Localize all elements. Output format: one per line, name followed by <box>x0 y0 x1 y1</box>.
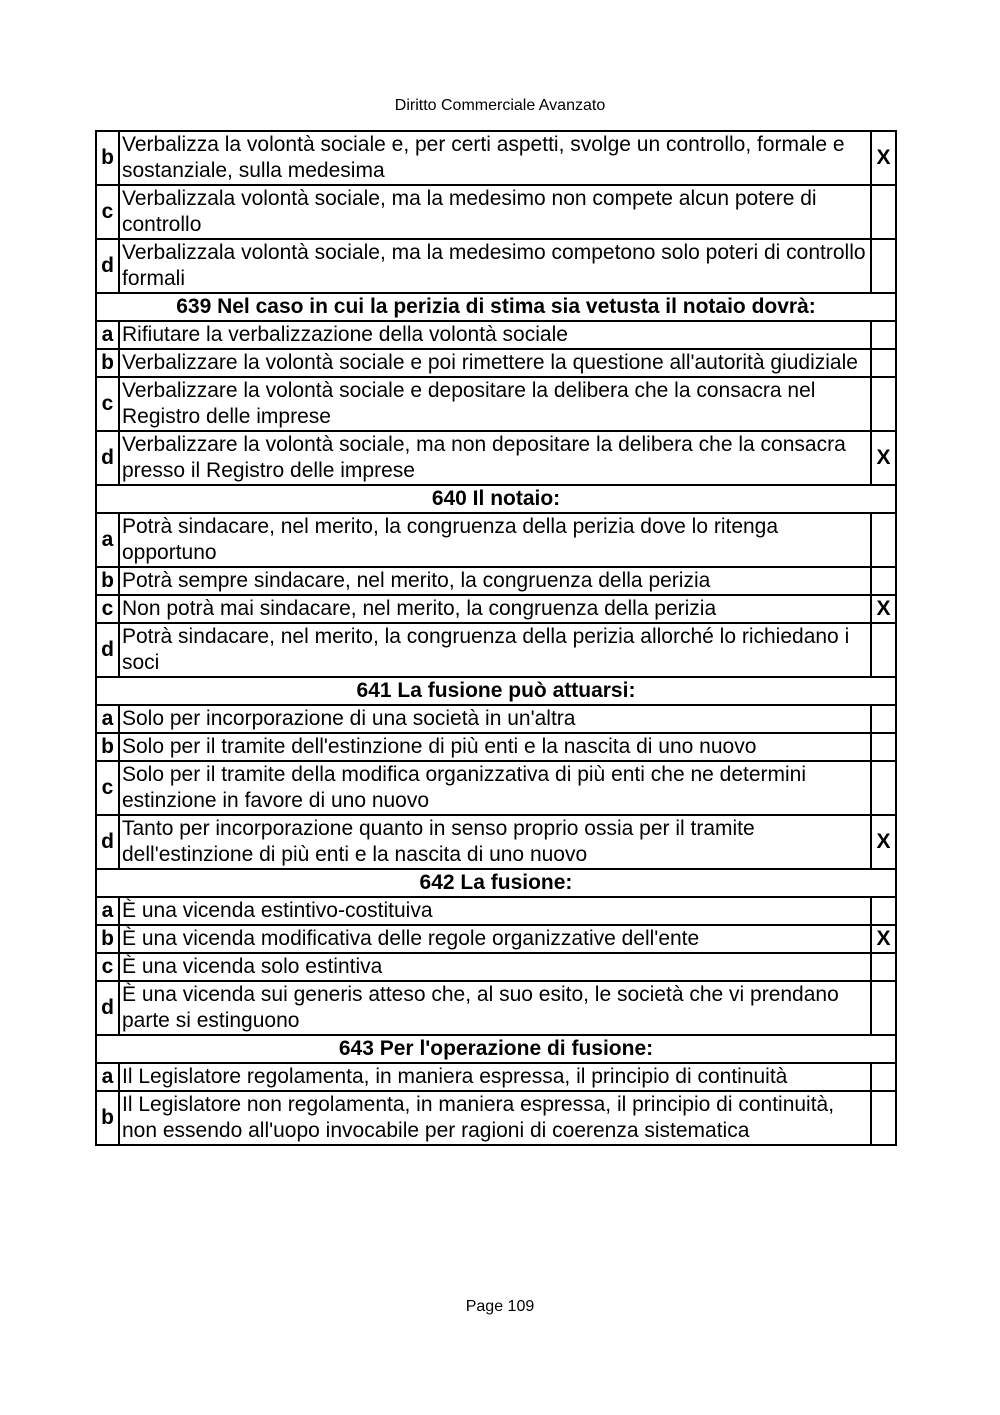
answer-letter: c <box>96 761 119 815</box>
correct-mark <box>871 981 896 1035</box>
quiz-table <box>95 130 897 1146</box>
answer-letter: b <box>96 131 119 185</box>
answer-letter: a <box>96 705 119 733</box>
correct-mark <box>871 1063 896 1091</box>
answer-text: Il Legislatore non regolamenta, in maniera espressa, il principio di continuità, non essendo all'uopo invocabile per ragioni di coerenza sistematica <box>119 1091 871 1145</box>
answer-text: Solo per incorporazione di una società in un'altra <box>119 705 871 733</box>
answer-letter: b <box>96 567 119 595</box>
answer-text: Potrà sindacare, nel merito, la congruenza della perizia dove lo ritenga opportuno <box>119 513 871 567</box>
answer-row <box>96 377 896 431</box>
correct-mark <box>871 567 896 595</box>
answer-row <box>96 567 896 595</box>
answer-letter: d <box>96 431 119 485</box>
answer-row <box>96 705 896 733</box>
answer-text: Tanto per incorporazione quanto in senso proprio ossia per il tramite dell'estinzione di più enti e la nascita di uno nuovo <box>119 815 871 869</box>
correct-mark <box>871 953 896 981</box>
correct-mark: X <box>871 131 896 185</box>
answer-row <box>96 1091 896 1145</box>
page-header: Diritto Commerciale Avanzato <box>394 97 606 114</box>
answer-letter: d <box>96 623 119 677</box>
answer-text: Potrà sindacare, nel merito, la congruenza della perizia allorché lo richiedano i soci <box>119 623 871 677</box>
correct-mark: X <box>871 595 896 623</box>
answer-letter: d <box>96 815 119 869</box>
answer-text: Verbalizza la volontà sociale e, per certi aspetti, svolge un controllo, formale e sostanziale, sulla medesima <box>119 131 871 185</box>
answer-letter: b <box>96 1091 119 1145</box>
answer-letter: a <box>96 513 119 567</box>
answer-row <box>96 321 896 349</box>
question-row <box>96 1035 896 1063</box>
answer-text: Rifiutare la verbalizzazione della volontà sociale <box>119 321 871 349</box>
answer-text: È una vicenda solo estintiva <box>119 953 871 981</box>
question-text: 642 La fusione: <box>96 869 896 897</box>
correct-mark <box>871 349 896 377</box>
question-row <box>96 677 896 705</box>
correct-mark <box>871 705 896 733</box>
correct-mark <box>871 761 896 815</box>
answer-row <box>96 131 896 185</box>
answer-row <box>96 595 896 623</box>
answer-row <box>96 953 896 981</box>
question-text: 641 La fusione può attuarsi: <box>96 677 896 705</box>
question-text: 639 Nel caso in cui la perizia di stima sia vetusta il notaio dovrà: <box>96 293 896 321</box>
correct-mark <box>871 733 896 761</box>
answer-letter: b <box>96 349 119 377</box>
answer-row <box>96 925 896 953</box>
question-row <box>96 485 896 513</box>
answer-text: Verbalizzare la volontà sociale e poi rimettere la questione all'autorità giudiziale <box>119 349 871 377</box>
answer-text: Verbalizzala volontà sociale, ma la medesimo non compete alcun potere di controllo <box>119 185 871 239</box>
answer-row <box>96 185 896 239</box>
answer-text: Solo per il tramite dell'estinzione di più enti e la nascita di uno nuovo <box>119 733 871 761</box>
answer-row <box>96 239 896 293</box>
answer-letter: c <box>96 595 119 623</box>
answer-text: È una vicenda modificativa delle regole organizzative dell'ente <box>119 925 871 953</box>
answer-text: Solo per il tramite della modifica organizzativa di più enti che ne determini estinzione in favore di uno nuovo <box>119 761 871 815</box>
correct-mark: X <box>871 431 896 485</box>
answer-text: È una vicenda estintivo-costituiva <box>119 897 871 925</box>
correct-mark <box>871 513 896 567</box>
answer-letter: d <box>96 239 119 293</box>
answer-letter: b <box>96 925 119 953</box>
correct-mark <box>871 1091 896 1145</box>
question-row <box>96 293 896 321</box>
answer-row <box>96 733 896 761</box>
correct-mark: X <box>871 925 896 953</box>
correct-mark <box>871 377 896 431</box>
answer-row <box>96 981 896 1035</box>
answer-row <box>96 761 896 815</box>
answer-letter: a <box>96 897 119 925</box>
answer-text: Non potrà mai sindacare, nel merito, la congruenza della perizia <box>119 595 871 623</box>
answer-row <box>96 431 896 485</box>
answer-letter: b <box>96 733 119 761</box>
answer-row <box>96 623 896 677</box>
answer-letter: c <box>96 185 119 239</box>
answer-text: Potrà sempre sindacare, nel merito, la congruenza della perizia <box>119 567 871 595</box>
answer-row <box>96 1063 896 1091</box>
answer-row <box>96 897 896 925</box>
correct-mark <box>871 185 896 239</box>
answer-text: Verbalizzare la volontà sociale, ma non depositare la delibera che la consacra presso il Registro delle imprese <box>119 431 871 485</box>
answer-row <box>96 349 896 377</box>
answer-row <box>96 815 896 869</box>
answer-text: Il Legislatore regolamenta, in maniera espressa, il principio di continuità <box>119 1063 871 1091</box>
answer-letter: a <box>96 321 119 349</box>
answer-text: Verbalizzala volontà sociale, ma la medesimo competono solo poteri di controllo formali <box>119 239 871 293</box>
answer-row <box>96 513 896 567</box>
question-text: 643 Per l'operazione di fusione: <box>96 1035 896 1063</box>
correct-mark <box>871 897 896 925</box>
question-text: 640 Il notaio: <box>96 485 896 513</box>
page-footer: Page 109 <box>465 1298 535 1315</box>
correct-mark <box>871 321 896 349</box>
answer-letter: c <box>96 377 119 431</box>
correct-mark: X <box>871 815 896 869</box>
answer-text: Verbalizzare la volontà sociale e depositare la delibera che la consacra nel Registro delle imprese <box>119 377 871 431</box>
correct-mark <box>871 239 896 293</box>
answer-letter: d <box>96 981 119 1035</box>
correct-mark <box>871 623 896 677</box>
answer-letter: a <box>96 1063 119 1091</box>
answer-text: È una vicenda sui generis atteso che, al suo esito, le società che vi prendano parte si estinguono <box>119 981 871 1035</box>
question-row <box>96 869 896 897</box>
answer-letter: c <box>96 953 119 981</box>
